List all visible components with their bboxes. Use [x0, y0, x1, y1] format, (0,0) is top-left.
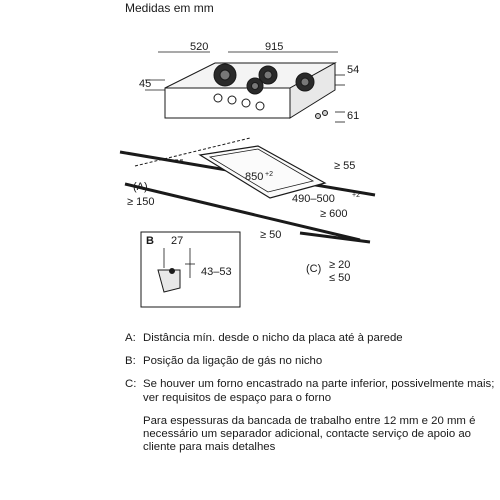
- hob-drawing: [165, 63, 335, 119]
- legend-text-a: Distância mín. desde o nicho da placa até à parede: [143, 332, 403, 344]
- burner-wok: [214, 64, 236, 86]
- page-title: Medidas em mm: [125, 1, 214, 15]
- dim-height-right: 54: [347, 64, 360, 76]
- dim-height-left: 45: [139, 78, 152, 90]
- dim-min-front: ≥ 600: [320, 208, 348, 220]
- legend-text-b: Posição da ligação de gás no nicho: [143, 355, 323, 368]
- gas-connection-point: [170, 269, 175, 274]
- legend-note: Para espessuras da bancada de trabalho entre 12 mm e 20 mm é necessário um separador adicional, contacte serviço de apoio ao cliente para mais detalhes: [143, 414, 476, 454]
- legend-text-c: Se houver um forno encastrado na parte inferior, possivelmente mais; ver requisitos de espaço para o forno: [143, 378, 495, 404]
- dim-cutout-depth-tol: +2: [352, 192, 360, 199]
- hob-foot: [323, 111, 328, 116]
- marker-b: B: [146, 235, 154, 247]
- legend-item-a: [125, 332, 495, 345]
- marker-c: (C): [306, 263, 322, 275]
- burner-front-middle: [247, 78, 263, 94]
- detail-width: 27: [171, 235, 184, 247]
- dim-min-wall: ≥ 150: [127, 196, 155, 208]
- legend-key-a: A:: [125, 332, 136, 344]
- dim-base-height: 61: [347, 110, 360, 122]
- legend: [125, 332, 495, 454]
- dim-counter-min: ≥ 20: [329, 259, 351, 271]
- countertop-drawing: [120, 138, 375, 242]
- legend-key-b: B:: [125, 355, 136, 368]
- dim-cutout-width-tol: +2: [265, 171, 273, 178]
- detail-range: 43–53: [201, 266, 232, 278]
- hob-front-face: [165, 88, 290, 118]
- legend-item-b: [125, 355, 495, 368]
- hob-foot: [316, 114, 321, 119]
- dim-min-back: ≥ 55: [334, 160, 356, 172]
- dim-depth: 520: [190, 41, 209, 53]
- dim-cutout-depth: 490–500: [292, 193, 335, 205]
- dim-cutout-width: 850: [245, 171, 264, 183]
- legend-key-c: C:: [125, 378, 137, 391]
- legend-item-c: [125, 378, 495, 404]
- dim-counter-max: ≤ 50: [329, 272, 351, 284]
- burner-right: [296, 73, 314, 91]
- dim-width: 915: [265, 41, 284, 53]
- dim-min-side: ≥ 50: [260, 229, 282, 241]
- marker-a: (A): [133, 181, 148, 193]
